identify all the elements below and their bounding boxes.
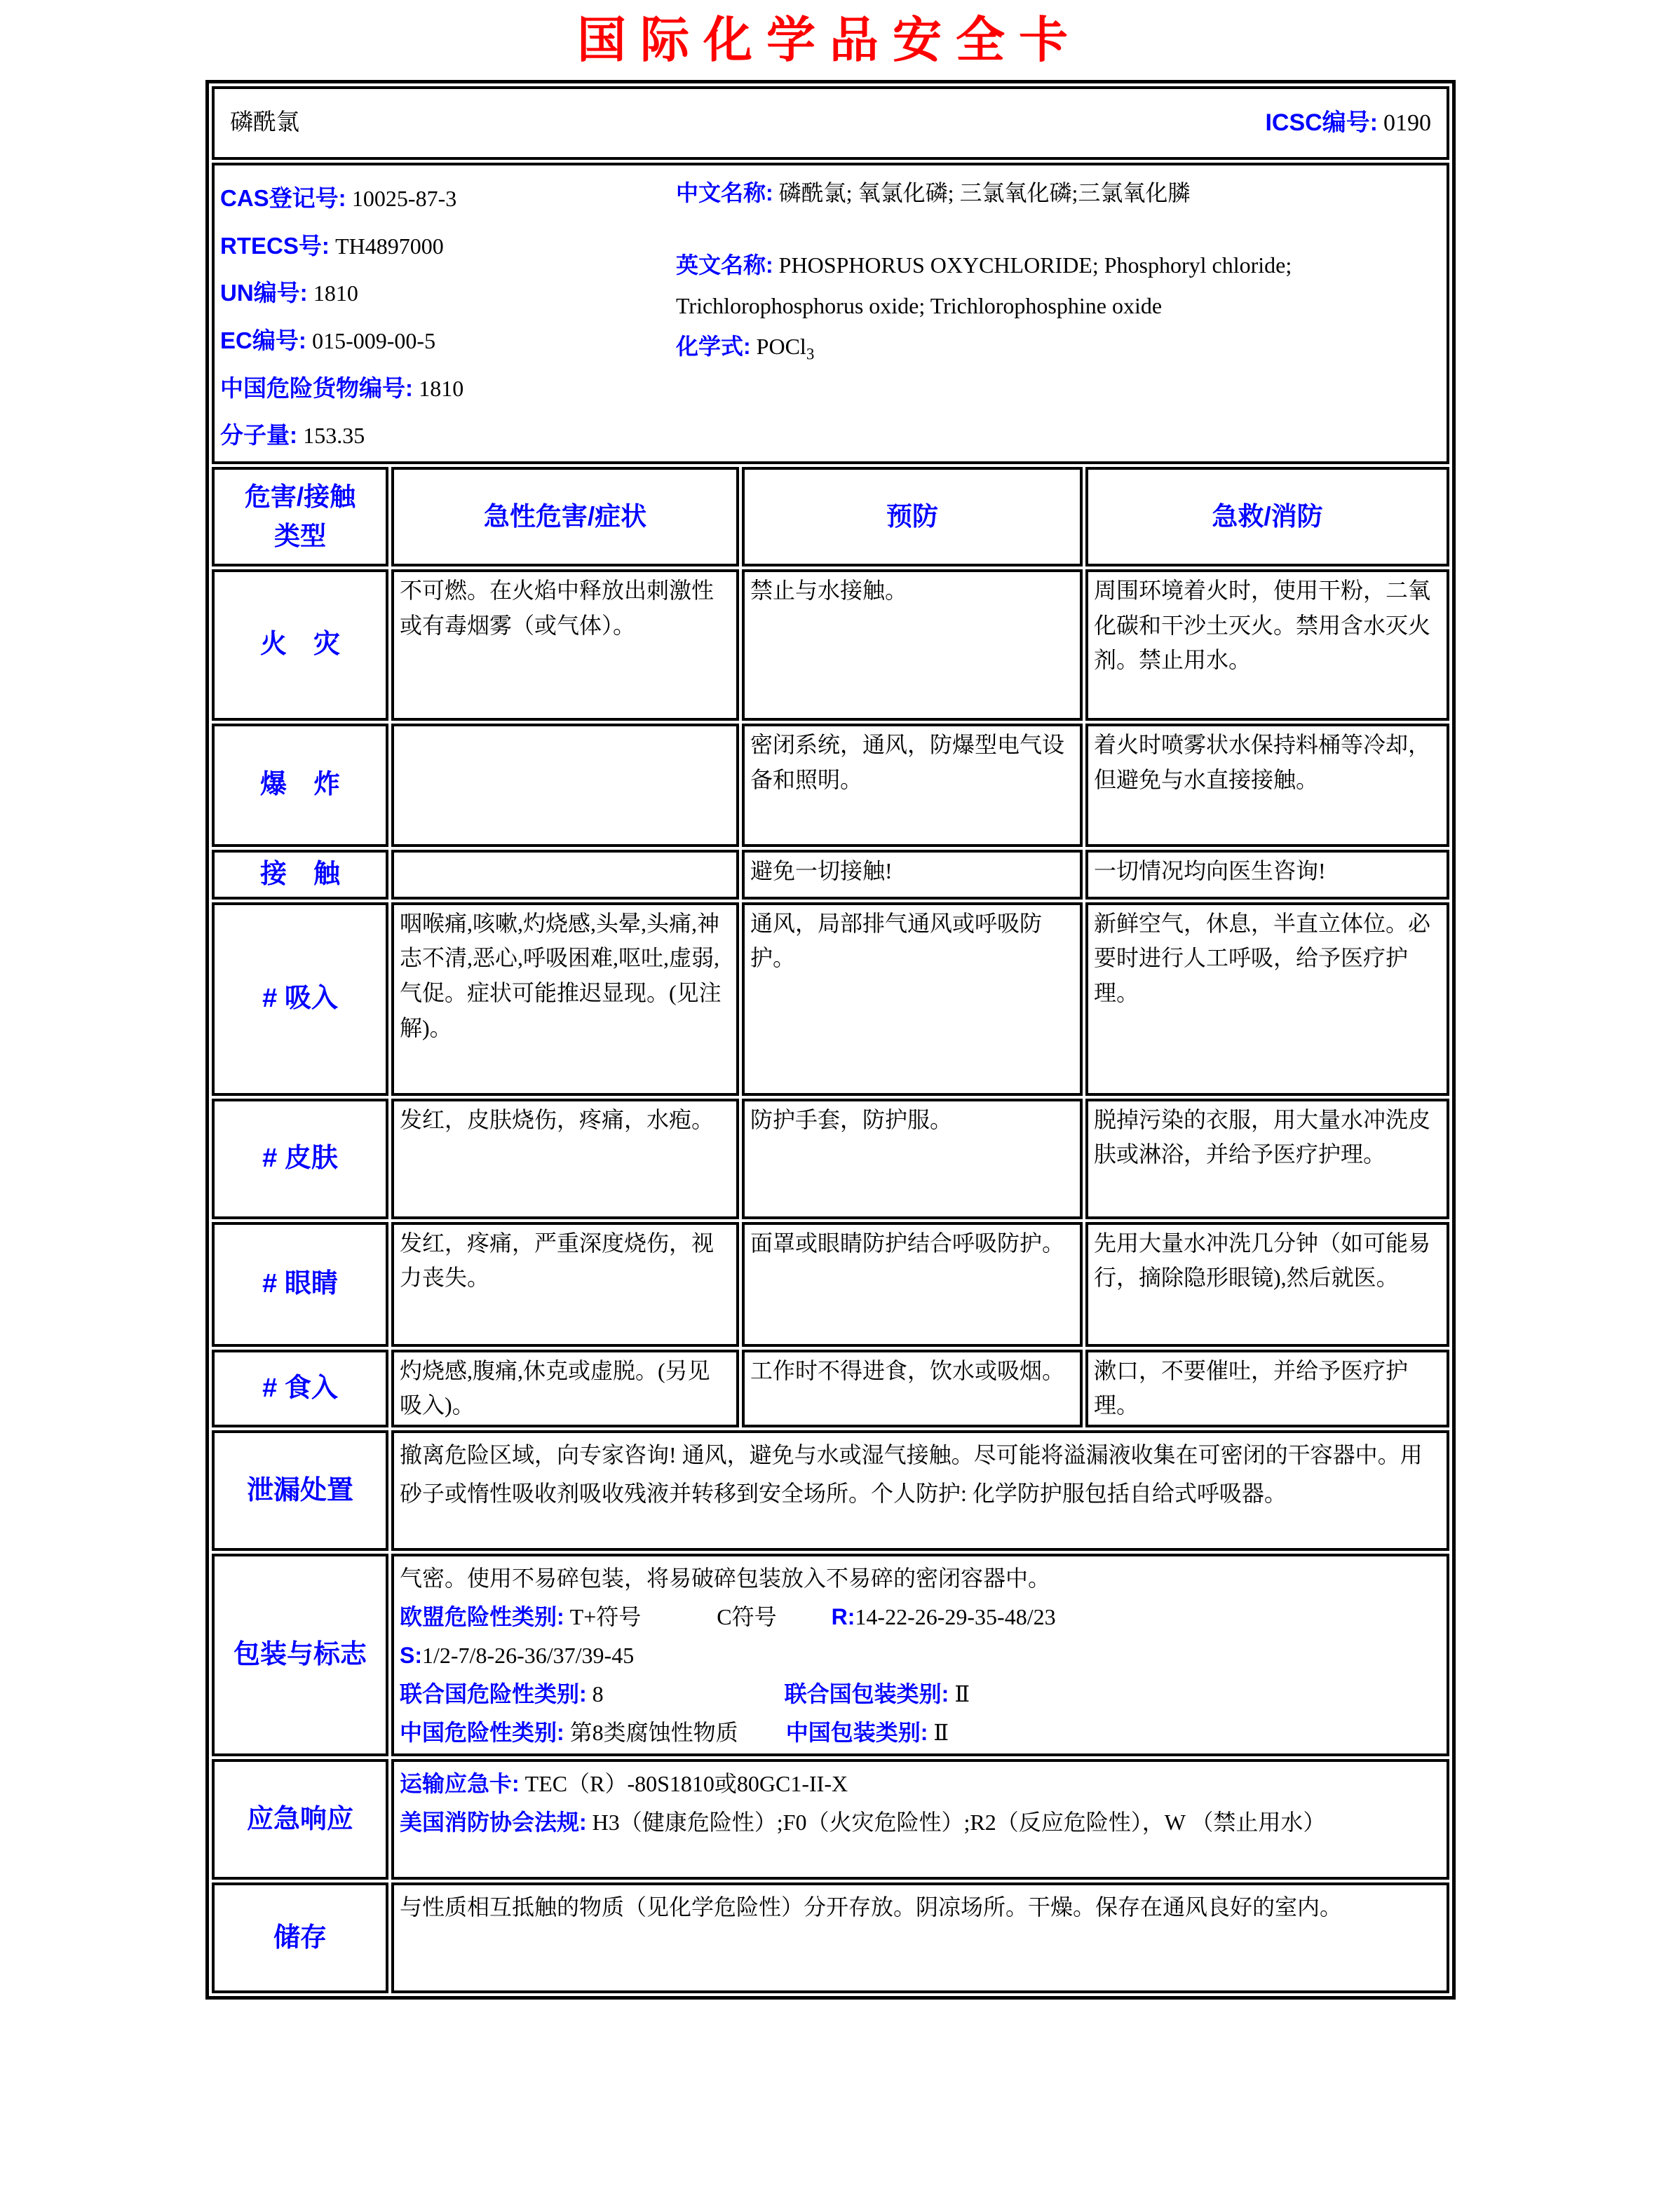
- chinese-name-label: 中文名称:: [676, 180, 773, 205]
- identification-row: [212, 163, 1449, 464]
- safety-card-table: [205, 80, 1456, 2000]
- names-block: [676, 175, 1441, 460]
- icsc-number: 0190: [1383, 109, 1431, 136]
- un-class-value: 8: [592, 1681, 604, 1707]
- substance-header-flex: [220, 104, 1441, 142]
- hazard-row-skin: [212, 1099, 1449, 1219]
- eu-class-c-value: C符号: [717, 1604, 777, 1630]
- icsc-label: ICSC编号:: [1265, 109, 1378, 136]
- cas-value: 10025-87-3: [351, 186, 457, 211]
- r-phrases-label: R:: [831, 1604, 855, 1630]
- substance-name: 磷酰氯: [230, 109, 299, 135]
- formula-base: POCl: [756, 333, 806, 359]
- response-cell: 新鲜空气，休息，半直立体位。必要时进行人工呼吸，给予医疗护理。: [1085, 902, 1449, 1096]
- identification-cell: [212, 163, 1449, 464]
- response-cell: 周围环境着火时，使用干粉，二氧化碳和干沙土灭火。禁用含水灭火剂。禁止用水。: [1085, 569, 1449, 721]
- section-label-emergency: 应急响应: [212, 1759, 388, 1880]
- cn-pack-value: Ⅱ: [933, 1720, 949, 1746]
- eu-class-t-value: T+符号: [569, 1604, 642, 1630]
- china-dg-value: 1810: [419, 375, 464, 401]
- header-hazard-type: [212, 467, 388, 566]
- ec-number-line: [220, 318, 676, 365]
- nfpa-value: H3（健康危险性）;F0（火灾危险性）;R2（反应危险性），W （禁止用水）: [592, 1810, 1326, 1836]
- response-cell: 脱掉污染的衣服，用大量水冲洗皮肤或淋浴，并给予医疗护理。: [1085, 1099, 1449, 1219]
- molecular-weight-value: 153.35: [303, 423, 365, 449]
- english-name-label: 英文名称:: [676, 252, 773, 278]
- hazard-type-cell: # 吸入: [212, 902, 388, 1096]
- formula-label: 化学式:: [676, 333, 751, 359]
- symptoms-cell: 咽喉痛,咳嗽,灼烧感,头晕,头痛,神志不清,恶心,呼吸困难,呕吐,虚弱,气促。症状可能推迟显现。(见注解)。: [391, 902, 739, 1096]
- symptoms-cell: [391, 724, 739, 847]
- hazard-type-cell: 接 触: [212, 850, 388, 900]
- identification-flex: [220, 167, 1441, 460]
- eu-class-label: 欧盟危险性类别:: [400, 1604, 564, 1630]
- rtecs-label: RTECS号:: [220, 232, 330, 259]
- nfpa-line: [400, 1803, 1441, 1842]
- china-dg-label: 中国危险货物编号:: [220, 374, 413, 401]
- section-row-packaging: [212, 1554, 1449, 1756]
- un-pack-value: Ⅱ: [954, 1681, 970, 1707]
- section-label-packaging: 包装与标志: [212, 1554, 388, 1756]
- cas-number-line: [220, 175, 676, 223]
- response-cell: 漱口，不要催吐，并给予医疗护理。: [1085, 1350, 1449, 1427]
- registry-numbers-block: [220, 175, 676, 460]
- symptoms-cell: 不可燃。在火焰中释放出刺激性或有毒烟雾（或气体）。: [391, 569, 739, 721]
- china-dg-number-line: [220, 365, 676, 413]
- ec-label: EC编号:: [220, 327, 306, 353]
- hazard-row-contact: [212, 850, 1449, 900]
- s-phrases-label: S:: [400, 1643, 422, 1669]
- response-cell: 一切情况均向医生咨询!: [1085, 850, 1449, 900]
- cn-class-value: 第8类腐蚀性物质: [569, 1720, 738, 1746]
- hazard-row-explosion: [212, 724, 1449, 847]
- packaging-eu-line: [400, 1598, 1441, 1636]
- hazard-row-ingestion: [212, 1350, 1449, 1427]
- un-value: 1810: [313, 280, 358, 306]
- symptoms-cell: [391, 850, 739, 900]
- header-symptoms: 急性危害/症状: [391, 467, 739, 566]
- hazard-row-fire: [212, 569, 1449, 721]
- molecular-weight-label: 分子量:: [220, 422, 297, 449]
- section-label-spill: 泄漏处置: [212, 1430, 388, 1551]
- hazard-table-header-row: [212, 467, 1449, 566]
- un-class-label: 联合国危险性类别:: [400, 1681, 587, 1707]
- section-row-spill: [212, 1430, 1449, 1551]
- formula-subscript: 3: [806, 344, 815, 362]
- prevention-cell: 禁止与水接触。: [742, 569, 1083, 721]
- emergency-content-cell: [391, 1759, 1449, 1880]
- tec-value: TEC（R）-80S1810或80GC1-II-X: [524, 1771, 848, 1797]
- header-prevention: 预防: [742, 467, 1083, 566]
- tec-label: 运输应急卡:: [400, 1771, 520, 1797]
- ec-value: 015-009-00-5: [312, 327, 436, 353]
- un-pack-label: 联合国包装类别:: [784, 1681, 949, 1707]
- header-response: 急救/消防: [1085, 467, 1449, 566]
- hazard-row-eyes: [212, 1222, 1449, 1347]
- s-phrases-value: 1/2-7/8-26-36/37/39-45: [422, 1643, 635, 1669]
- cas-label: CAS登记号:: [220, 185, 346, 211]
- icsc-number-field: [1265, 104, 1431, 142]
- section-label-storage: 储存: [212, 1882, 388, 1993]
- hazard-row-inhalation: [212, 902, 1449, 1096]
- spill-content-cell: 撤离危险区域，向专家咨询! 通风，避免与水或湿气接触。尽可能将溢漏液收集在可密闭的干容器中。用砂子或惰性吸收剂吸收残液并转移到安全场所。个人防护: 化学防护服包括自给式呼吸器。: [391, 1430, 1449, 1551]
- hazard-type-cell: # 眼睛: [212, 1222, 388, 1347]
- prevention-cell: 面罩或眼睛防护结合呼吸防护。: [742, 1222, 1083, 1347]
- page-title: 国际化学品安全卡: [577, 14, 1082, 68]
- nfpa-label: 美国消防协会法规:: [400, 1810, 587, 1836]
- packaging-un-line: [400, 1675, 1441, 1714]
- cn-class-label: 中国危险性类别:: [400, 1720, 564, 1746]
- storage-content-cell: 与性质相互抵触的物质（见化学危险性）分开存放。阴凉场所。干燥。保存在通风良好的室内。: [391, 1882, 1449, 1993]
- section-row-storage: [212, 1882, 1449, 1993]
- formula-value: [756, 333, 815, 362]
- header-hazard-type-line2: 类型: [274, 521, 326, 550]
- prevention-cell: 避免一切接触!: [742, 850, 1083, 900]
- packaging-airtight-line: 气密。使用不易碎包装，将易破碎包装放入不易碎的密闭容器中。: [400, 1566, 1051, 1592]
- symptoms-cell: 灼烧感,腹痛,休克或虚脱。(另见吸入)。: [391, 1350, 739, 1427]
- un-number-line: [220, 270, 676, 318]
- hazard-type-cell: # 皮肤: [212, 1099, 388, 1219]
- formula-line: [676, 327, 1438, 369]
- response-cell: 着火时喷雾状水保持料桶等冷却，但避免与水直接接触。: [1085, 724, 1449, 847]
- substance-header-row: [212, 86, 1449, 160]
- english-name-value: PHOSPHORUS OXYCHLORIDE; Phosphoryl chloride; Trichlorophosphorus oxide; Trichlorophosphine oxide: [676, 252, 1292, 318]
- prevention-cell: 密闭系统，通风，防爆型电气设备和照明。: [742, 724, 1083, 847]
- prevention-cell: 通风，局部排气通风或呼吸防护。: [742, 902, 1083, 1096]
- response-cell: 先用大量水冲洗几分钟（如可能易行，摘除隐形眼镜),然后就医。: [1085, 1222, 1449, 1347]
- prevention-cell: 工作时不得进食，饮水或吸烟。: [742, 1350, 1083, 1427]
- header-hazard-type-line1: 危害/接触: [244, 482, 356, 512]
- cn-pack-label: 中国包装类别:: [785, 1720, 928, 1746]
- hazard-type-cell: 爆 炸: [212, 724, 388, 847]
- chinese-name-value: 磷酰氯; 氧氯化磷; 三氯氧化磷;三氯氧化膦: [778, 180, 1191, 205]
- packaging-s-line: [400, 1636, 1441, 1675]
- un-label: UN编号:: [220, 280, 308, 306]
- tec-line: [400, 1765, 1441, 1803]
- r-phrases-value: 14-22-26-29-35-48/23: [855, 1604, 1056, 1630]
- prevention-cell: 防护手套，防护服。: [742, 1099, 1083, 1219]
- symptoms-cell: 发红，疼痛，严重深度烧伤，视力丧失。: [391, 1222, 739, 1347]
- rtecs-value: TH4897000: [335, 233, 444, 259]
- molecular-weight-line: [220, 412, 676, 460]
- hazard-type-cell: # 食入: [212, 1350, 388, 1427]
- packaging-content-cell: [391, 1554, 1449, 1756]
- english-name-line: [676, 245, 1438, 326]
- section-row-emergency: [212, 1759, 1449, 1880]
- hazard-type-cell: 火 灾: [212, 569, 388, 721]
- symptoms-cell: 发红，皮肤烧伤，疼痛，水疱。: [391, 1099, 739, 1219]
- substance-header-cell: [212, 86, 1449, 160]
- chinese-name-line: [676, 177, 1438, 209]
- packaging-cn-line: [400, 1714, 1441, 1752]
- rtecs-number-line: [220, 223, 676, 271]
